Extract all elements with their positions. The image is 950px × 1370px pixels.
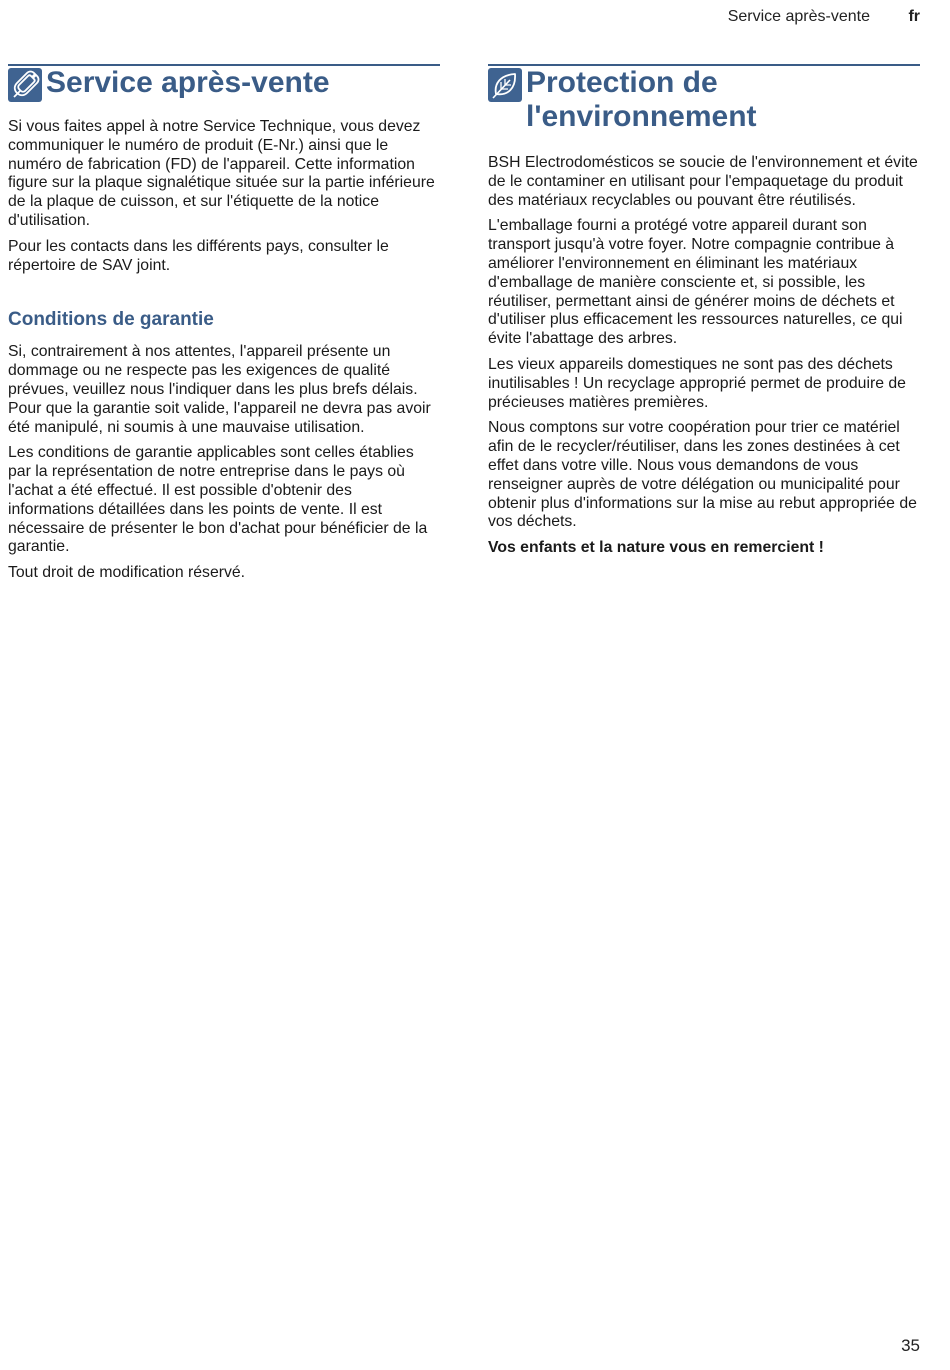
environment-paragraph-2: L'emballage fourni a protégé votre appareil durant son transport jusqu'à votre foyer. Notre compagnie contribue à améliorer l'environnement en éliminant les matériaux d'emballage de manière consciente et, si possible, les réutiliser, permettant ainsi de générer moins de déchets et d'utiliser plus efficacement les ressources naturelles, ce qui évite l'abattage des arbres. <box>488 217 903 348</box>
service-paragraph-1: Si vous faites appel à notre Service Technique, vous devez communiquer le numéro de produit (E-Nr.) ainsi que le numéro de fabrication (FD) de l'appareil. Cette information figure sur la plaque signalétique située sur la partie inférieure de la plaque de cuisson, et sur l'étiquette de la notice d'utilisation. <box>8 118 435 229</box>
warranty-paragraph-3: Tout droit de modification réservé. <box>8 564 246 582</box>
phone-icon <box>8 68 42 102</box>
environment-title <box>526 66 920 134</box>
environment-paragraph-1: BSH Electrodomésticos se soucie de l'environnement et évite de le contaminer en utilisant pour l'empaquetage du produit des matériaux recyclables ou pouvant être réutilisés. <box>488 154 918 209</box>
environment-title-line1: Protection de <box>526 66 718 99</box>
warranty-heading: Conditions de garantie <box>8 309 214 331</box>
warranty-paragraph-1: Si, contrairement à nos attentes, l'appareil présente un dommage ou ne respecte pas les exigences de qualité prévues, veuillez nous l'indiquer dans les plus brefs délais. Pour que la garantie soit valide, l'appareil ne devra pas avoir été manipulé, ni soumis à une mauvaise utilisation. <box>8 343 431 436</box>
service-paragraph-2: Pour les contacts dans les différents pays, consulter le répertoire de SAV joint. <box>8 237 389 274</box>
leaf-icon <box>488 68 522 102</box>
warranty-paragraph-2: Les conditions de garantie applicables sont celles établies par la représentation de notre entreprise dans le pays où l'achat a été effectué. Il est possible d'obtenir des informations détaillées dans les points de vente. Il est nécessaire de présenter le bon d'achat pour bénéficier de la garantie. <box>8 444 428 556</box>
running-header-section: Service après-vente <box>727 8 870 25</box>
environment-title-line2: l'environnement <box>526 100 757 133</box>
environment-section-header <box>488 64 920 134</box>
running-header <box>728 8 920 26</box>
running-header-language: fr <box>908 8 920 25</box>
environment-paragraph-3: Les vieux appareils domestiques ne sont pas des déchets inutilisables ! Un recyclage approprié permet de produire de précieuses matières premières. <box>488 355 906 411</box>
right-column <box>488 64 920 565</box>
service-section-header <box>8 64 440 100</box>
service-title: Service après-vente <box>46 66 330 99</box>
left-column <box>8 64 440 590</box>
environment-closing: Vos enfants et la nature vous en remercient ! <box>488 539 824 557</box>
page-number: 35 <box>901 1336 920 1355</box>
environment-paragraph-4: Nous comptons sur votre coopération pour trier ce matériel afin de le recycler/réutiliser, dans les zones destinées à cet effet dans votre ville. Nous vous demandons de vous renseigner auprès de votre délégation ou municipalité pour obtenir plus d'informations sur la mise au rebut appropriée de vos déchets. <box>488 419 917 531</box>
